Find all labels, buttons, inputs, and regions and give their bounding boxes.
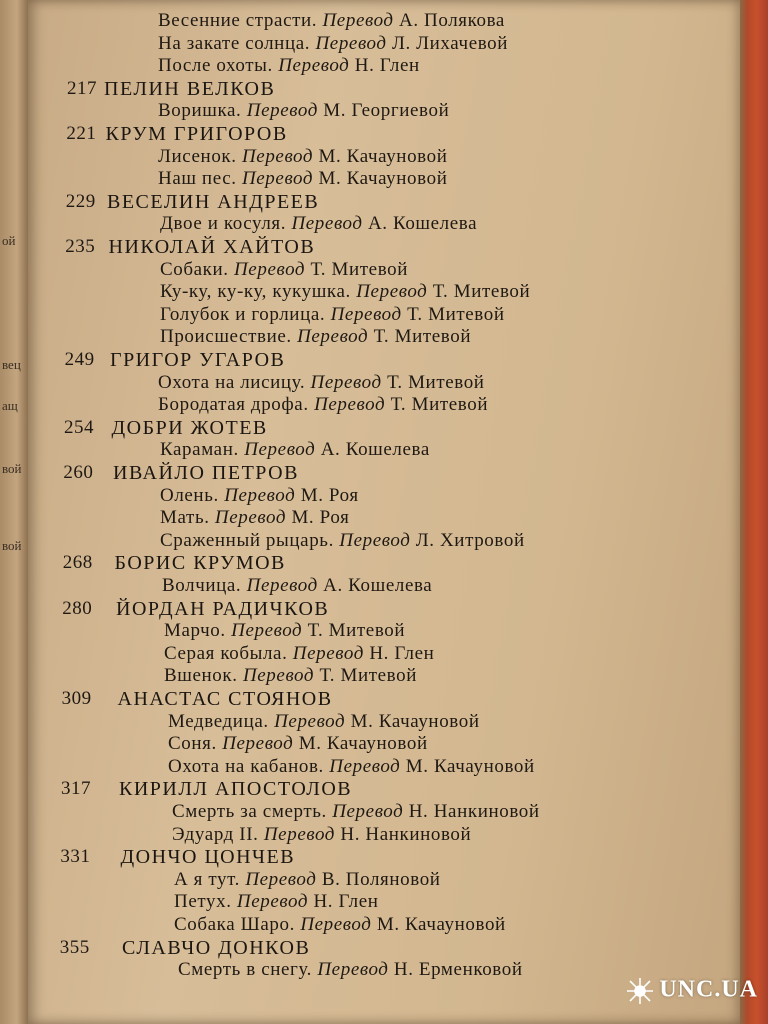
left-page-fragment: вой (2, 537, 22, 553)
work-title-line (178, 959, 523, 981)
left-page-fragment: ой (2, 232, 16, 248)
author-name: ПЕЛИН ВЕЛКОВ (104, 77, 276, 100)
translator-name: М. Качауновой (405, 755, 535, 777)
translator-name: Н. Глен (369, 642, 435, 664)
work-title: Голубок и горлица. (160, 303, 326, 325)
work-title-line (160, 259, 408, 281)
left-page-fragment: вец (2, 357, 21, 373)
translator-label: Перевод (241, 168, 314, 190)
page-number: 217 (67, 77, 97, 99)
translator-label: Перевод (246, 100, 318, 122)
translator-label: Перевод (330, 303, 402, 325)
watermark-text: UNC.UA (659, 976, 758, 1003)
translator-name: Н. Нанкиновой (340, 823, 472, 845)
author-name: ДОБРИ ЖОТЕВ (111, 416, 268, 439)
work-title-line (174, 869, 441, 891)
translator-label: Перевод (278, 55, 350, 77)
translator-name: Т. Митевой (432, 281, 531, 303)
work-title-line (158, 100, 449, 122)
translator-name: Н. Глен (354, 55, 420, 77)
translator-label: Перевод (332, 801, 404, 822)
work-title: Олень. (160, 484, 219, 506)
work-title: Двое и косуля. (160, 213, 287, 235)
work-title-line (158, 394, 488, 416)
work-title-line (172, 824, 471, 846)
work-title-line (160, 439, 430, 461)
left-page-fragment: вой (2, 461, 22, 477)
translator-name: М. Качауновой (298, 733, 428, 755)
work-title-line (160, 304, 505, 326)
page-number: 331 (60, 846, 91, 868)
author-name: ИВАЙЛО ПЕТРОВ (113, 462, 299, 484)
work-title: Петух. (174, 891, 232, 913)
work-title-line (158, 168, 447, 190)
work-title: На закате солнца. (158, 32, 311, 54)
translator-name: Н. Нанкиновой (408, 801, 540, 822)
translator-name: Т. Митевой (387, 371, 485, 393)
work-title: Смерть за смерть. (172, 801, 327, 822)
translator-label: Перевод (322, 10, 394, 31)
work-title: Серая кобыла. (164, 642, 288, 664)
translator-name: Т. Митевой (390, 394, 489, 416)
work-title-line (158, 146, 447, 168)
work-title: Лисенок. (158, 145, 237, 167)
translator-label: Перевод (214, 507, 287, 529)
work-title-line (158, 55, 420, 77)
work-title: Происшествие. (160, 326, 292, 348)
author-name: ЙОРДАН РАДИЧКОВ (116, 597, 330, 620)
translator-name: М. Качауновой (318, 168, 448, 190)
page-number: 221 (66, 123, 97, 144)
author-name: ГРИГОР УГАРОВ (110, 349, 286, 371)
author-name: НИКОЛАЙ ХАЙТОВ (108, 236, 316, 258)
translator-label: Перевод (300, 914, 372, 935)
author-name: СЛАВЧО ДОНКОВ (122, 936, 311, 959)
work-title: Смерть в снегу. (178, 959, 312, 981)
author-name: БОРИС КРУМОВ (114, 552, 286, 575)
page-number: 229 (65, 190, 96, 212)
translator-name: М. Качауновой (318, 145, 448, 167)
watermark (625, 976, 758, 1006)
work-title-line (162, 575, 432, 597)
translator-label: Перевод (246, 575, 318, 596)
work-title: Охота на лисицу. (158, 371, 306, 393)
page-number: 260 (63, 462, 94, 483)
work-title-line (164, 643, 434, 665)
work-title: Эдуард II. (172, 823, 259, 845)
translator-name: Н. Ерменковой (393, 959, 523, 981)
work-title: Марчо. (164, 620, 226, 642)
author-name: КРУМ ГРИГОРОВ (105, 123, 288, 145)
translator-label: Перевод (315, 32, 387, 54)
translator-label: Перевод (314, 394, 386, 416)
translator-name: В. Поляновой (321, 868, 441, 890)
work-title: После охоты. (158, 55, 273, 77)
work-title-line (160, 530, 525, 552)
translator-name: Н. Глен (313, 891, 379, 913)
translator-label: Перевод (329, 755, 401, 777)
work-title: Наш пес. (158, 168, 237, 190)
page-number: 355 (59, 936, 90, 958)
translator-name: Т. Митевой (373, 326, 472, 348)
work-title: Весенние страсти. (158, 10, 318, 31)
translator-name: А. Кошелева (320, 439, 430, 461)
work-title: Волчица. (162, 575, 242, 596)
translator-label: Перевод (356, 281, 428, 303)
work-title: Соня. (168, 733, 217, 755)
work-title: Караман. (160, 439, 239, 461)
translator-label: Перевод (292, 642, 364, 664)
translator-label: Перевод (274, 710, 346, 732)
translator-label: Перевод (241, 145, 314, 167)
watermark-star-icon (625, 976, 655, 1006)
translator-name: Т. Митевой (307, 620, 406, 642)
work-title-line (160, 485, 359, 507)
page-number: 317 (61, 778, 91, 800)
work-title-line (160, 213, 477, 235)
work-title-line (172, 801, 540, 823)
work-title-line (168, 733, 428, 755)
translator-label: Перевод (263, 823, 336, 845)
work-title-line (164, 620, 405, 642)
work-title: Мать. (160, 507, 210, 529)
translator-label: Перевод (310, 371, 382, 393)
translator-name: М. Георгиевой (323, 100, 450, 122)
translator-name: Л. Лихачевой (391, 32, 509, 54)
translator-name: Т. Митевой (407, 303, 505, 325)
author-name: ДОНЧО ЦОНЧЕВ (120, 846, 296, 869)
author-name: АНАСТАС СТОЯНОВ (117, 688, 333, 710)
translator-name: М. Качауновой (350, 710, 480, 732)
work-title: Бородатая дрофа. (158, 394, 309, 416)
translator-label: Перевод (291, 213, 363, 235)
page-number: 280 (62, 597, 93, 619)
work-title-line (168, 711, 480, 733)
translator-label: Перевод (236, 891, 309, 913)
translator-name: М. Качауновой (376, 914, 506, 935)
work-title-line (160, 281, 530, 303)
translator-label: Перевод (244, 439, 316, 461)
translator-label: Перевод (233, 258, 306, 280)
translator-name: Л. Хитровой (415, 529, 525, 551)
translator-name: А. Полякова (399, 10, 505, 31)
page-number: 268 (62, 552, 93, 574)
work-title-line (160, 326, 471, 348)
translator-name: А. Кошелева (323, 575, 433, 596)
work-title: Сраженный рыцарь. (160, 529, 334, 551)
work-title-line (174, 914, 506, 936)
left-page-fragment: ащ (2, 397, 18, 413)
work-title: Собака Шаро. (174, 914, 295, 935)
translator-label: Перевод (242, 665, 315, 687)
author-name: КИРИЛЛ АПОСТОЛОВ (119, 778, 353, 801)
page-number: 254 (64, 416, 94, 438)
translator-label: Перевод (245, 868, 317, 890)
work-title-line (160, 507, 349, 529)
translator-label: Перевод (231, 620, 303, 642)
author-name: ВЕСЕЛИН АНДРЕЕВ (107, 190, 320, 213)
work-title: Воришка. (158, 100, 242, 122)
translator-label: Перевод (297, 326, 369, 348)
work-title-line (168, 756, 535, 778)
translator-name: Т. Митевой (319, 665, 417, 687)
translator-label: Перевод (339, 529, 411, 551)
work-title-line (158, 10, 505, 32)
translator-label: Перевод (224, 484, 296, 506)
page-number: 249 (64, 349, 95, 370)
translator-label: Перевод (317, 959, 389, 981)
translator-name: Т. Митевой (310, 258, 409, 280)
page-number: 235 (65, 236, 96, 257)
work-title: Ку-ку, ку-ку, кукушка. (160, 281, 351, 303)
work-title-line (158, 33, 508, 55)
work-title-line (158, 372, 485, 394)
work-title-line (164, 665, 417, 687)
work-title: Собаки. (160, 258, 229, 280)
work-title: А я тут. (174, 868, 240, 890)
work-title: Медведица. (168, 710, 269, 732)
translator-label: Перевод (222, 733, 294, 755)
translator-name: М. Роя (300, 484, 359, 506)
work-title: Вшенок. (164, 665, 238, 687)
translator-name: А. Кошелева (367, 213, 478, 235)
translator-name: М. Роя (291, 507, 350, 529)
work-title-line (174, 891, 379, 913)
work-title: Охота на кабанов. (168, 755, 324, 777)
page-number: 309 (61, 688, 92, 709)
